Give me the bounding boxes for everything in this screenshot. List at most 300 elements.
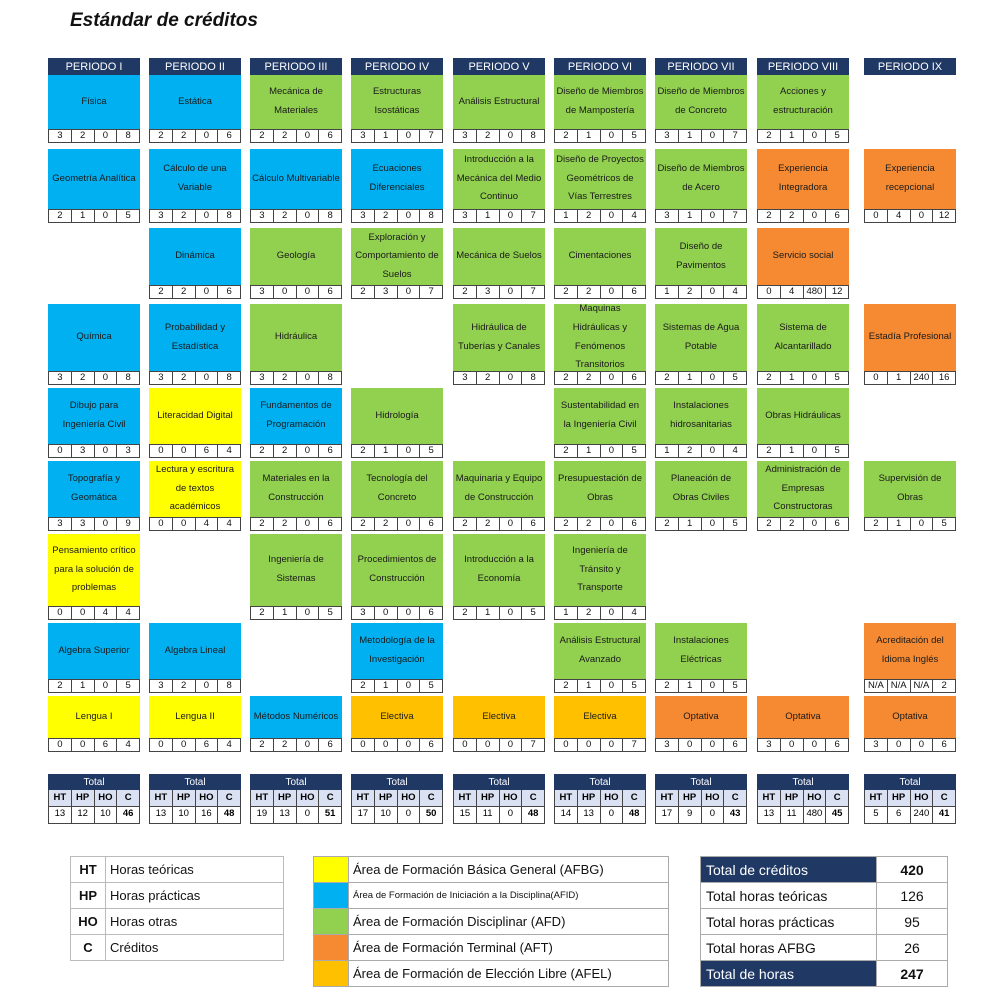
period-total-headers [757, 790, 849, 806]
credit-value: 1 [375, 445, 398, 457]
summary-value: 420 [877, 857, 948, 883]
credit-value: 0 [173, 518, 196, 530]
credit-value: 0 [297, 445, 320, 457]
credit-value: 5 [530, 607, 536, 618]
credit-value: 12 [938, 210, 950, 221]
credit-value: 0 [95, 210, 118, 222]
course-credits-row [351, 679, 443, 693]
total-header-cell: HO [297, 790, 320, 806]
credit-value: 2 [72, 372, 95, 384]
area-legend-label: Área de Formación de Iniciación a la Disciplina(AFID) [349, 883, 669, 909]
course-credits-row [250, 371, 342, 385]
course-credits-row [655, 209, 747, 223]
abbreviation-label: Créditos [106, 935, 284, 961]
course-cell: Mecánica de Materiales [250, 75, 342, 129]
credit-value: 0 [601, 518, 624, 530]
total-header-cell: HT [49, 790, 72, 806]
course-cell: Electiva [554, 696, 646, 738]
period-total-label: Total [149, 774, 241, 790]
course-credits-row [864, 371, 956, 385]
credit-value: 3 [72, 518, 95, 530]
course-cell: Lengua I [48, 696, 140, 738]
credit-value: 1 [375, 130, 398, 142]
credit-value: 2 [758, 445, 781, 457]
credit-value: 2 [352, 680, 375, 692]
course-credits-row [351, 606, 443, 620]
course-credits-row [351, 209, 443, 223]
course-credits-row [48, 606, 140, 620]
course-credits-row [453, 285, 545, 299]
credit-value: 0 [375, 607, 398, 619]
credit-value: 6 [834, 739, 840, 750]
credit-value: 6 [327, 739, 333, 750]
course-cell: Algebra Lineal [149, 623, 241, 679]
course-credits-row [351, 517, 443, 531]
course-credits-row [655, 517, 747, 531]
credit-value: 6 [631, 286, 637, 297]
total-value-cell: 45 [831, 808, 843, 819]
course-credits-row [149, 371, 241, 385]
course-cell: Diseño de Miembros de Mampostería [554, 75, 646, 129]
credit-value: 0 [398, 210, 421, 222]
course-cell: Introducción a la Mecánica del Medio Continuo [453, 149, 545, 209]
total-value-cell: 0 [398, 807, 421, 823]
period-header: PERIODO V [453, 58, 545, 75]
credit-value: 3 [352, 130, 375, 142]
course-credits-row [351, 129, 443, 143]
credit-value: 2 [454, 607, 477, 619]
credit-value: 3 [477, 286, 500, 298]
course-cell: Experiencia Integradora [757, 149, 849, 209]
course-cell: Materiales en la Construcción [250, 461, 342, 517]
credit-value: 6 [428, 607, 434, 618]
course-cell: Probabilidad y Estadística [149, 304, 241, 371]
credit-value: 2 [454, 518, 477, 530]
credit-value: 2 [758, 372, 781, 384]
credit-value: 7 [732, 210, 738, 221]
total-value-cell: 11 [781, 807, 804, 823]
credit-value: 6 [95, 739, 118, 751]
total-value-cell: 12 [72, 807, 95, 823]
course-cell: Cálculo de una Variable [149, 149, 241, 209]
total-header-cell: C [630, 792, 638, 803]
period-total-headers [554, 790, 646, 806]
period-total-headers [864, 790, 956, 806]
credit-value: 2 [150, 286, 173, 298]
credit-value: 0 [804, 130, 827, 142]
course-credits-row [757, 209, 849, 223]
credit-value: 0 [702, 372, 725, 384]
credit-value: 2 [251, 518, 274, 530]
course-credits-row [554, 129, 646, 143]
credit-value: 0 [702, 518, 725, 530]
course-cell: Presupuestación de Obras [554, 461, 646, 517]
credit-value: 2 [578, 518, 601, 530]
course-cell: Tecnología del Concreto [351, 461, 443, 517]
credit-value: 6 [226, 130, 232, 141]
total-header-cell: HP [72, 790, 95, 806]
total-header-cell: C [833, 792, 841, 803]
course-cell: Dibujo para Ingeniería Civil [48, 388, 140, 444]
credit-value: 2 [251, 607, 274, 619]
credit-value: 0 [72, 739, 95, 751]
period-total-label: Total [351, 774, 443, 790]
course-cell: Geometría Analítica [48, 149, 140, 209]
course-credits-row [864, 679, 956, 693]
course-credits-row [554, 209, 646, 223]
course-credits-row [149, 679, 241, 693]
course-cell: Diseño de Pavimentos [655, 228, 747, 285]
total-header-cell: HO [398, 790, 421, 806]
credit-value: 0 [702, 286, 725, 298]
course-credits-row [757, 129, 849, 143]
credit-value: 5 [834, 372, 840, 383]
total-value-cell: 16 [196, 807, 219, 823]
course-credits-row [351, 285, 443, 299]
credit-value: 3 [150, 680, 173, 692]
credit-value: 4 [732, 286, 738, 297]
total-value-cell: 43 [729, 808, 741, 819]
course-cell: Hidráulica [250, 304, 342, 371]
credit-value: 6 [941, 739, 947, 750]
total-header-cell: HO [702, 790, 725, 806]
credit-value: 0 [781, 739, 804, 751]
period-header: PERIODO VII [655, 58, 747, 75]
credit-value: 2 [49, 210, 72, 222]
credit-value: 3 [865, 739, 888, 751]
course-credits-row [655, 285, 747, 299]
period-header: PERIODO VIII [757, 58, 849, 75]
course-cell: Optativa [864, 696, 956, 738]
summary-value: 126 [877, 883, 948, 909]
credit-value: 1 [781, 445, 804, 457]
credit-value: 2 [274, 130, 297, 142]
course-cell: Lectura y escritura de textos académicos [149, 461, 241, 517]
course-cell: Estática [149, 75, 241, 129]
area-color-swatch [314, 857, 349, 883]
summary-label: Total horas teóricas [701, 883, 877, 909]
course-cell: Optativa [757, 696, 849, 738]
course-cell: Literacidad Digital [149, 388, 241, 444]
credit-value: 3 [454, 372, 477, 384]
period-total-values [655, 806, 747, 824]
abbreviation-legend [70, 856, 284, 961]
period-total [149, 774, 241, 824]
course-credits-row [149, 738, 241, 752]
credit-value: 2 [555, 445, 578, 457]
credit-value: 3 [251, 286, 274, 298]
course-cell: Planeación de Obras Civiles [655, 461, 747, 517]
total-value-cell: 14 [555, 807, 578, 823]
credit-value: 3 [251, 210, 274, 222]
credit-value: 2 [150, 130, 173, 142]
credit-value: 7 [530, 739, 536, 750]
period-total-headers [351, 790, 443, 806]
total-header-cell: HP [888, 790, 911, 806]
credit-value: 2 [454, 286, 477, 298]
credit-value: 0 [702, 680, 725, 692]
period-total [48, 774, 140, 824]
credit-value: 7 [732, 130, 738, 141]
credit-value: 0 [150, 518, 173, 530]
credit-value: 0 [702, 130, 725, 142]
total-header-cell: C [326, 792, 334, 803]
total-value-cell: 13 [150, 807, 173, 823]
credit-value: 3 [49, 372, 72, 384]
course-cell: Química [48, 304, 140, 371]
credit-value: 2 [758, 130, 781, 142]
period-total-label: Total [554, 774, 646, 790]
course-credits-row [351, 738, 443, 752]
credit-value: 4 [125, 607, 131, 618]
credit-value: 2 [274, 739, 297, 751]
course-cell: Estadía Profesional [864, 304, 956, 371]
credit-value: 2 [679, 286, 702, 298]
credit-value: 0 [500, 210, 523, 222]
credit-value: N/A [911, 680, 934, 692]
credit-value: 0 [911, 518, 934, 530]
credit-value: 1 [679, 372, 702, 384]
credit-value: 0 [500, 607, 523, 619]
credit-value: 9 [125, 518, 131, 529]
credit-value: 8 [530, 130, 536, 141]
credit-value: 0 [500, 739, 523, 751]
course-cell: Obras Hidráulicas [757, 388, 849, 444]
credit-value: 2 [656, 680, 679, 692]
course-credits-row [554, 738, 646, 752]
credit-value: 7 [631, 739, 637, 750]
credit-value: 0 [601, 607, 624, 619]
area-legend-row [314, 909, 669, 935]
course-credits-row [351, 444, 443, 458]
course-credits-row [864, 517, 956, 531]
total-value-cell: 13 [758, 807, 781, 823]
course-cell: Sustentabilidad en la Ingeniería Civil [554, 388, 646, 444]
total-value-cell: 13 [274, 807, 297, 823]
course-cell: Cálculo Multivariable [250, 149, 342, 209]
credit-value: 0 [297, 372, 320, 384]
credit-value: 0 [95, 680, 118, 692]
credit-value: 6 [428, 518, 434, 529]
credit-value: 0 [911, 739, 934, 751]
credit-value: 4 [888, 210, 911, 222]
credit-value: 2 [274, 210, 297, 222]
total-header-cell: C [427, 792, 435, 803]
credit-value: 1 [274, 607, 297, 619]
course-credits-row [149, 209, 241, 223]
course-credits-row [149, 517, 241, 531]
total-value-cell: 0 [702, 807, 725, 823]
credit-value: 1 [555, 210, 578, 222]
abbreviation-row [71, 883, 284, 909]
credit-value: 0 [500, 130, 523, 142]
course-credits-row [453, 209, 545, 223]
period-total-label: Total [757, 774, 849, 790]
credit-value: 8 [125, 130, 131, 141]
credit-value: 2 [758, 518, 781, 530]
credit-value: 0 [454, 739, 477, 751]
course-credits-row [757, 738, 849, 752]
credit-value: 0 [196, 372, 219, 384]
abbreviation-label: Horas otras [106, 909, 284, 935]
credit-value: 3 [656, 210, 679, 222]
total-header-cell: HT [555, 790, 578, 806]
credit-value: 3 [352, 607, 375, 619]
total-header-cell: HT [656, 790, 679, 806]
credit-value: 0 [702, 210, 725, 222]
period-total [453, 774, 545, 824]
credit-value: 0 [804, 210, 827, 222]
credit-value: N/A [865, 680, 888, 692]
course-credits-row [554, 606, 646, 620]
course-credits-row [48, 209, 140, 223]
area-legend-label: Área de Formación de Elección Libre (AFEL) [349, 961, 669, 987]
credit-value: 2 [251, 445, 274, 457]
credit-value: 1 [72, 680, 95, 692]
period-total-headers [149, 790, 241, 806]
credit-value: 1 [781, 372, 804, 384]
credit-value: 4 [226, 518, 232, 529]
credit-value: 0 [49, 739, 72, 751]
credit-value: 2 [375, 518, 398, 530]
credit-value: 1 [477, 210, 500, 222]
total-value-cell: 9 [679, 807, 702, 823]
abbreviation-label: Horas prácticas [106, 883, 284, 909]
credit-value: 4 [732, 445, 738, 456]
course-cell: Ecuaciones Diferenciales [351, 149, 443, 209]
credit-value: 16 [938, 372, 950, 383]
credit-value: 2 [781, 518, 804, 530]
summary-value: 26 [877, 935, 948, 961]
credit-value: 2 [352, 518, 375, 530]
credit-value: 2 [173, 680, 196, 692]
course-credits-row [250, 517, 342, 531]
total-header-cell: HO [601, 790, 624, 806]
total-value-cell: 17 [352, 807, 375, 823]
course-cell: Instalaciones Eléctricas [655, 623, 747, 679]
total-value-cell: 48 [628, 808, 640, 819]
credit-value: 0 [196, 286, 219, 298]
credit-value: 6 [631, 518, 637, 529]
credit-value: 0 [49, 607, 72, 619]
credit-value: 0 [601, 286, 624, 298]
course-cell: Exploración y Comportamiento de Suelos [351, 228, 443, 285]
total-header-cell: C [731, 792, 739, 803]
credit-value: 0 [72, 607, 95, 619]
course-credits-row [453, 371, 545, 385]
area-legend-label: Área de Formación Terminal (AFT) [349, 935, 669, 961]
period-total-values [48, 806, 140, 824]
area-legend-row [314, 857, 669, 883]
course-credits-row [250, 738, 342, 752]
period-total-values [149, 806, 241, 824]
credit-value: 8 [226, 372, 232, 383]
credit-value: 0 [196, 210, 219, 222]
total-header-cell: HP [274, 790, 297, 806]
credit-value: 0 [95, 445, 118, 457]
credit-value: 2 [941, 680, 947, 691]
course-cell: Ingeniería de Tránsito y Transporte [554, 534, 646, 606]
credit-value: 1 [375, 680, 398, 692]
credit-value: 0 [888, 739, 911, 751]
course-credits-row [655, 371, 747, 385]
credit-value: 12 [831, 286, 843, 297]
credit-value: N/A [888, 680, 911, 692]
credit-value: 0 [297, 210, 320, 222]
credit-value: 2 [555, 518, 578, 530]
credit-value: 0 [297, 286, 320, 298]
credit-value: 6 [327, 445, 333, 456]
total-value-cell: 48 [527, 808, 539, 819]
credit-value: 3 [125, 445, 131, 456]
abbreviation-row [71, 857, 284, 883]
total-header-cell: HP [578, 790, 601, 806]
course-cell: Metodología de la Investigación [351, 623, 443, 679]
summary-label: Total de horas [701, 961, 877, 987]
credit-value: 2 [173, 210, 196, 222]
credit-value: 3 [454, 210, 477, 222]
credit-value: 2 [578, 372, 601, 384]
period-total [757, 774, 849, 824]
credit-value: 4 [95, 607, 118, 619]
summary-row [701, 857, 948, 883]
credit-value: 4 [226, 445, 232, 456]
credit-value: 7 [530, 210, 536, 221]
course-credits-row [864, 738, 956, 752]
total-value-cell: 17 [656, 807, 679, 823]
credit-value: 0 [398, 607, 421, 619]
abbreviation-key: HP [71, 883, 106, 909]
course-credits-row [554, 371, 646, 385]
period-total-label: Total [655, 774, 747, 790]
credit-value: 2 [49, 680, 72, 692]
area-color-swatch [314, 935, 349, 961]
period-total-label: Total [250, 774, 342, 790]
course-cell: Electiva [453, 696, 545, 738]
period-total-values [453, 806, 545, 824]
credit-value: 2 [251, 739, 274, 751]
credit-value: 3 [375, 286, 398, 298]
credit-value: 8 [327, 372, 333, 383]
credit-value: 2 [274, 518, 297, 530]
course-credits-row [757, 517, 849, 531]
credit-value: 2 [679, 445, 702, 457]
period-total-headers [453, 790, 545, 806]
credit-value: 6 [327, 286, 333, 297]
credit-value: 2 [555, 286, 578, 298]
credit-value: 0 [804, 445, 827, 457]
abbreviation-row [71, 935, 284, 961]
period-total [351, 774, 443, 824]
area-color-swatch [314, 961, 349, 987]
credit-value: 2 [477, 372, 500, 384]
credit-value: 2 [173, 130, 196, 142]
total-value-cell: 11 [477, 807, 500, 823]
credits-summary-table [700, 856, 948, 987]
credit-value: 2 [274, 372, 297, 384]
credit-value: 0 [865, 210, 888, 222]
course-cell: Física [48, 75, 140, 129]
credit-value: 0 [758, 286, 781, 298]
course-cell: Diseño de Proyectos Geométricos de Vías Terrestres [554, 149, 646, 209]
course-cell: Hidráulica de Tuberías y Canales [453, 304, 545, 371]
total-value-cell: 13 [578, 807, 601, 823]
credit-value: 0 [601, 739, 624, 751]
total-header-cell: HO [500, 790, 523, 806]
credit-value: 1 [679, 518, 702, 530]
total-header-cell: HO [911, 790, 934, 806]
credit-value: 4 [631, 210, 637, 221]
